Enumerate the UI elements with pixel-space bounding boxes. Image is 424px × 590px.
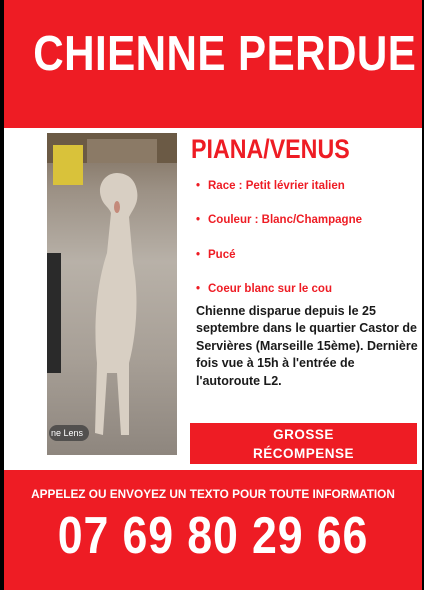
detail-item-color [196,214,362,226]
detail-color: Couleur : Blanc/Champagne [208,214,362,226]
lost-dog-poster [4,0,422,590]
reward-line-1: GROSSE [273,427,334,442]
reward-banner [190,423,417,464]
top-banner [4,0,422,128]
dog-photo-illustration [47,133,177,455]
detail-marking: Coeur blanc sur le cou [208,283,332,295]
bullet-icon: • [196,180,201,192]
detail-item-breed [196,180,345,192]
bullet-icon: • [196,214,201,226]
photo-caption: ne Lens [49,425,89,441]
detail-item-marking [196,283,332,295]
bullet-icon: • [196,249,201,261]
poster-headline: CHIENNE PERDUE [33,27,417,81]
reward-line-2: RÉCOMPENSE [252,446,355,461]
contact-call-to-action: APPELEZ OU ENVOYEZ UN TEXTO POUR TOUTE INFORMATION [31,487,395,501]
detail-chip: Pucé [208,249,236,261]
detail-item-chip [196,249,236,261]
disappearance-description: Chienne disparue depuis le 25 septembre dans le quartier Castor de Servières (Marseille 15ème). Dernière fois vue à 15h à l'entrée de l'autoroute L2. [196,304,418,388]
bullet-icon: • [196,283,201,295]
dog-name: PIANA/VENUS [191,134,350,164]
bottom-banner [4,470,422,590]
detail-breed: Race : Petit lévrier italien [208,180,345,192]
dog-photo [47,133,177,455]
phone-number: 07 69 80 29 66 [57,507,369,565]
